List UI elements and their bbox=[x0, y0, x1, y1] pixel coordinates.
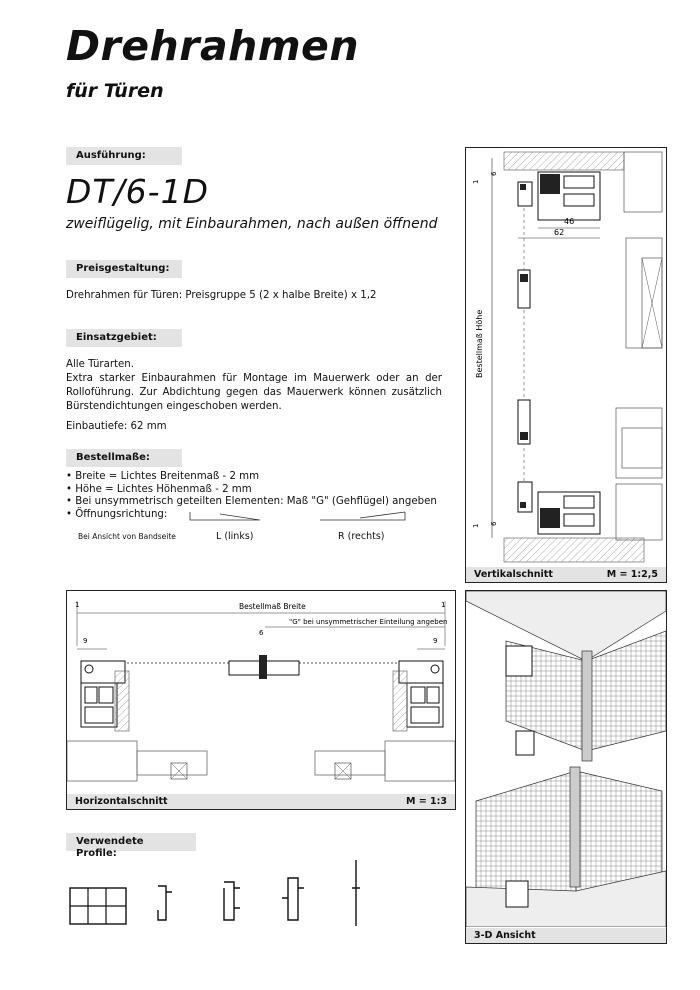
view-3d-panel bbox=[465, 590, 667, 944]
order-item-height: • Höhe = Lichtes Höhenmaß - 2 mm bbox=[66, 484, 456, 497]
horizontal-section-panel bbox=[66, 590, 456, 810]
vertical-dim-62: 62 bbox=[554, 228, 565, 237]
horizontal-caption-scale: M = 1:3 bbox=[405, 796, 447, 807]
horizontal-dim-6: 6 bbox=[259, 629, 264, 637]
horizontal-width-label: Bestellmaß Breite bbox=[239, 602, 306, 611]
order-item-width: • Breite = Lichtes Breitenmaß - 2 mm bbox=[66, 471, 456, 484]
usage-line-1: Alle Türarten. bbox=[66, 359, 134, 370]
profile-3 bbox=[224, 882, 240, 920]
model-code: DT/6-1D bbox=[66, 172, 209, 211]
section-label-usage: Einsatzgebiet: bbox=[66, 329, 182, 347]
pricing-text: Drehrahmen für Türen: Preisgruppe 5 (2 x halbe Breite) x 1,2 bbox=[66, 290, 377, 301]
order-item-direction: • Öffnungsrichtung: bbox=[66, 509, 456, 522]
direction-left: L (links) bbox=[216, 531, 254, 542]
horizontal-dim-1-left: 1 bbox=[75, 601, 80, 609]
view-3d-caption bbox=[466, 928, 666, 943]
vertical-caption-title: Vertikalschnitt bbox=[474, 569, 553, 580]
horizontal-caption bbox=[67, 794, 455, 809]
usage-depth: Einbautiefe: 62 mm bbox=[66, 421, 167, 432]
direction-symbols bbox=[180, 510, 430, 524]
profiles-drawing bbox=[66, 858, 376, 928]
horizontal-caption-title: Horizontalschnitt bbox=[75, 796, 168, 807]
profile-2 bbox=[158, 886, 172, 920]
direction-right: R (rechts) bbox=[338, 531, 385, 542]
profile-frame-large bbox=[70, 888, 126, 924]
vertical-caption-scale: M = 1:2,5 bbox=[606, 569, 658, 580]
vertical-dim-1-bottom: 1 bbox=[472, 523, 480, 528]
horizontal-dim-9-right: 9 bbox=[433, 637, 438, 645]
section-label-execution: Ausführung: bbox=[66, 147, 182, 165]
vertical-dim-1-top: 1 bbox=[472, 179, 480, 184]
vertical-height-label: Bestellmaß Höhe bbox=[475, 309, 484, 378]
horizontal-dim-9-left: 9 bbox=[83, 637, 88, 645]
usage-line-2: Extra starker Einbaurahmen für Montage im Mauerwerk oder an der Rolloführung. Zur Abdichtung gegen das Mauerwerk können zusätzlich Bürstendichtungen eingeschoben werden. bbox=[66, 373, 442, 412]
vertical-dim-6-top: 6 bbox=[490, 171, 498, 176]
section-label-profiles: Verwendete Profile: bbox=[66, 833, 196, 851]
order-item-asym: • Bei unsymmetrisch geteilten Elementen: Maß "G" (Gehflügel) angeben bbox=[66, 496, 456, 509]
vertical-dim-6-bottom: 6 bbox=[490, 521, 498, 526]
vertical-dim-46: 46 bbox=[564, 217, 575, 226]
view-3d-drawing bbox=[466, 591, 666, 927]
vertical-caption bbox=[466, 567, 666, 582]
vertical-section-drawing bbox=[466, 148, 666, 566]
vertical-section-panel bbox=[465, 147, 667, 583]
profile-5 bbox=[352, 860, 360, 926]
horizontal-g-label: "G" bei unsymmetrischer Einteilung angeben bbox=[289, 618, 448, 626]
view-note: Bei Ansicht von Bandseite bbox=[78, 532, 176, 541]
section-label-pricing: Preisgestaltung: bbox=[66, 260, 182, 278]
view-3d-caption-title: 3-D Ansicht bbox=[474, 930, 536, 941]
profile-4 bbox=[282, 878, 304, 920]
page-subtitle: für Türen bbox=[66, 80, 164, 102]
usage-text bbox=[66, 358, 442, 434]
model-description: zweiflügelig, mit Einbaurahmen, nach außen öffnend bbox=[66, 216, 438, 232]
section-label-order: Bestellmaße: bbox=[66, 449, 182, 467]
horizontal-dim-1-right: 1 bbox=[441, 601, 446, 609]
page-title: Drehrahmen bbox=[66, 22, 360, 70]
horizontal-section-drawing bbox=[67, 591, 455, 793]
